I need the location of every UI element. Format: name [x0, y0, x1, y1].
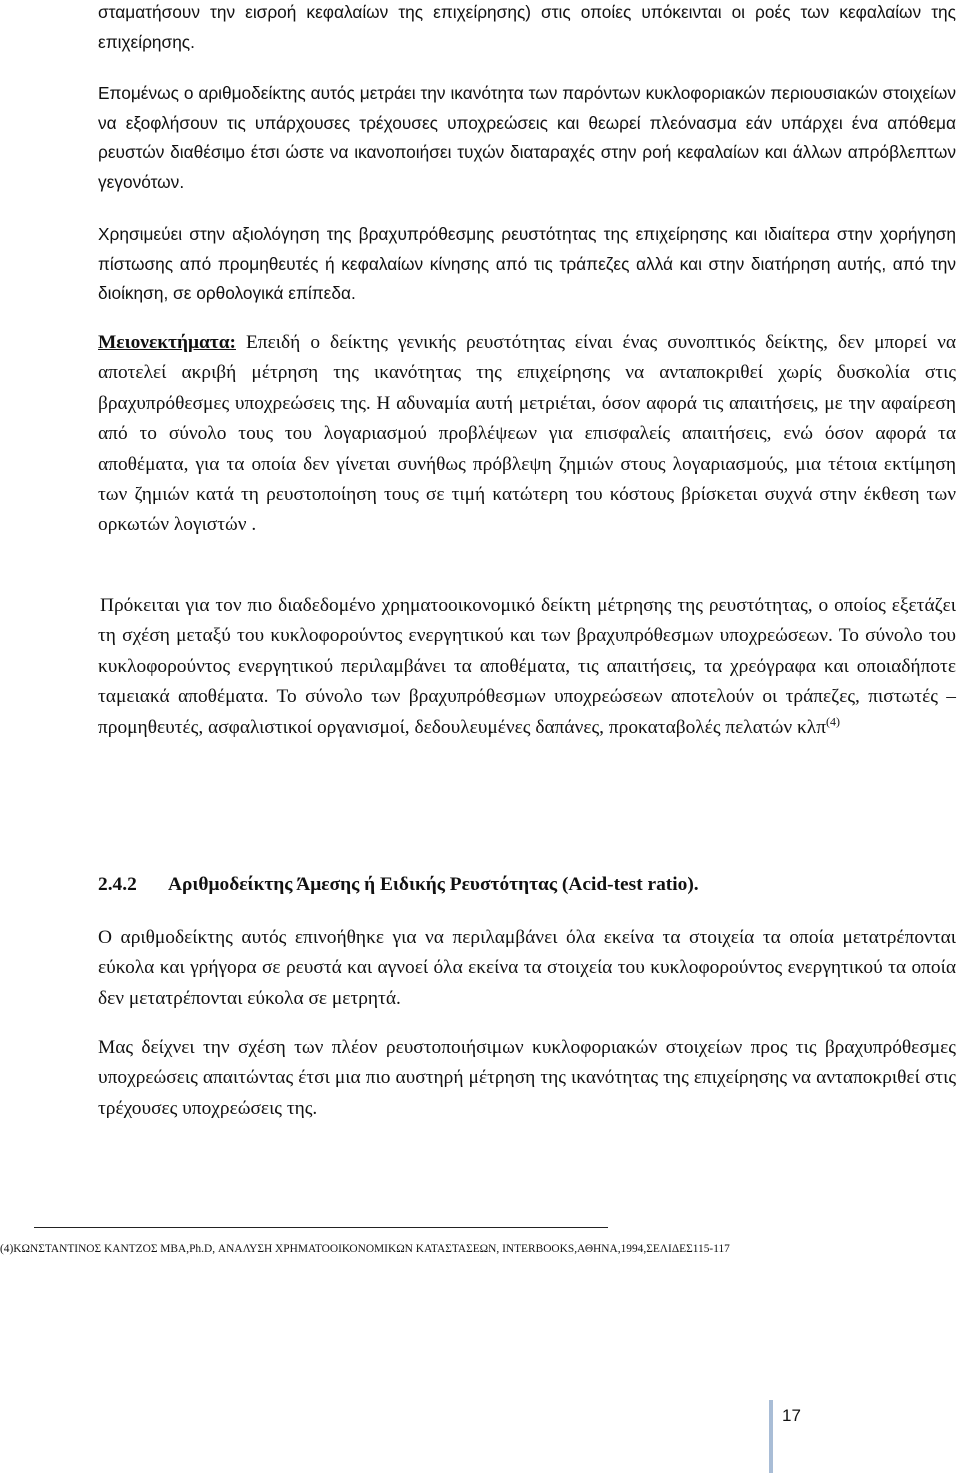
- paragraph-usefulness: Χρησιμεύει στην αξιολόγηση της βραχυπρόθεσμης ρευστότητας της επιχείρησης και ιδιαίτερα στην χορήγηση πίστωσης από προμηθευτές ή κεφαλαίων κίνησης από τις τράπεζες αλλά και στην διατήρηση αυτής, από την διοίκηση, σε ορθολογικά επίπεδα.: [98, 224, 956, 303]
- paragraph-disadvantages: [98, 328, 956, 541]
- disadvantages-label: Μειονεκτήματα:: [98, 332, 236, 353]
- disadvantages-text: Επειδή ο δείκτης γενικής ρευστότητας είναι ένας συνοπτικός δείκτης, δεν μπορεί να αποτελεί ακριβή μέτρηση της ικανότητας της επιχείρησης να ανταποκριθεί χωρίς δυσκολία στις βραχυπρόθεσμες υποχρεώσεις της. Η αδυναμία αυτή μετριέται, όσον αφορά τις απαιτήσεις, με την αφαίρεση από το σύνολο τους του λογαριασμού προβλέψεων για επισφαλείς απαιτήσεις, ενώ όσον αφορά τα αποθέματα, για τα οποία δεν γίνεται συνήθως πρόβλεψη ζημιών στους λογαριασμούς, μια τέτοια εκτίμηση των ζημιών κατά τη ρευστοποίηση τους σε τιμή κατώτερη του κόστους βρίσκεται συχνά στην έκθεση των ορκωτών λογιστών .: [98, 332, 956, 536]
- paragraph-acid-test-relation: Μας δείχνει την σχέση των πλέον ρευστοποιήσιμων κυκλοφοριακών στοιχείων προς τις βραχυπρόθεσμες υποχρεώσεις απαιτώντας έτσι μια πιο αυστηρή μέτρηση της ικανότητας της επιχείρησης να ανταποκριθεί στις τρέχουσες υποχρεώσεις της.: [98, 1037, 956, 1119]
- page-number: 17: [782, 1406, 801, 1425]
- paragraph-acid-test-intro: Ο αριθμοδείκτης αυτός επινοήθηκε για να περιλαμβάνει όλα εκείνα τα στοιχεία τα οποία μετατρέπονται εύκολα και γρήγορα σε ρευστά και αγνοεί όλα εκείνα τα στοιχεία του κυκλοφορούντος ενεργητικού τα οποία δεν μετατρέπονται εύκολα σε μετρητά.: [98, 927, 956, 1009]
- paragraph-continuation: σταματήσουν την εισροή κεφαλαίων της επιχείρησης) στις οποίες υπόκεινται οι ροές των κεφαλαίων της επιχείρησης.: [98, 2, 956, 52]
- page-number-bar: [769, 1400, 773, 1473]
- paragraph-current-ratio: [98, 591, 956, 743]
- section-title: Αριθμοδείκτης Άμεσης ή Ειδικής Ρευστότητας (Acid-test ratio).: [168, 874, 699, 895]
- section-number: 2.4.2: [98, 874, 137, 895]
- footnote-reference: (4): [825, 714, 840, 729]
- section-heading: [98, 870, 956, 900]
- footnote-divider: [34, 1227, 608, 1228]
- footnote: (4)ΚΩΝΣΤΑΝΤΙΝΟΣ ΚΑΝΤΖΟΣ ΜΒΑ,Ph.D, ΑΝΑΛΥΣΗ ΧΡΗΜΑΤΟΟΙΚΟΝΟΜΙΚΩΝ ΚΑΤΑΣΤΑΣΕΩΝ, INTERBOOKS,ΑΘΗΝΑ,1994,ΣΕΛΙΔΕΣ115-117: [0, 1243, 730, 1255]
- current-ratio-text: Πρόκειται για τον πιο διαδεδομένο χρηματοοικονομικό δείκτη μέτρησης της ρευστότητας, ο οποίος εξετάζει τη σχέση μεταξύ του κυκλοφορούντος ενεργητικού και των βραχυπρόθεσμων υποχρεώσεων. Το σύνολο του κυκλοφορούντος ενεργητικού περιλαμβάνει τα αποθέματα, τις απαιτήσεις, τα χρεόγραφα και οποιαδήποτε ταμειακά αποθέματα. Το σύνολο των βραχυπρόθεσμων υποχρεώσεων αποτελούν οι τράπεζες, πιστωτές – προμηθευτές, ασφαλιστικοί οργανισμοί, δεδουλευμένες δαπάνες, προκαταβολές πελατών κλπ: [98, 595, 956, 738]
- paragraph-ratio-meaning: Επομένως ο αριθμοδείκτης αυτός μετράει την ικανότητα των παρόντων κυκλοφοριακών περιουσιακών στοιχείων να εξοφλήσουν τις υπάρχουσες τρέχουσες υποχρεώσεις και θεωρεί πλεόνασμα εάν υπάρχει ένα απόθεμα ρευστών διαθέσιμο έτσι ώστε να ικανοποιήσει τυχών διαταραχές στην ροή κεφαλαίων και άλλων απρόβλεπτων γεγονότων.: [98, 83, 956, 192]
